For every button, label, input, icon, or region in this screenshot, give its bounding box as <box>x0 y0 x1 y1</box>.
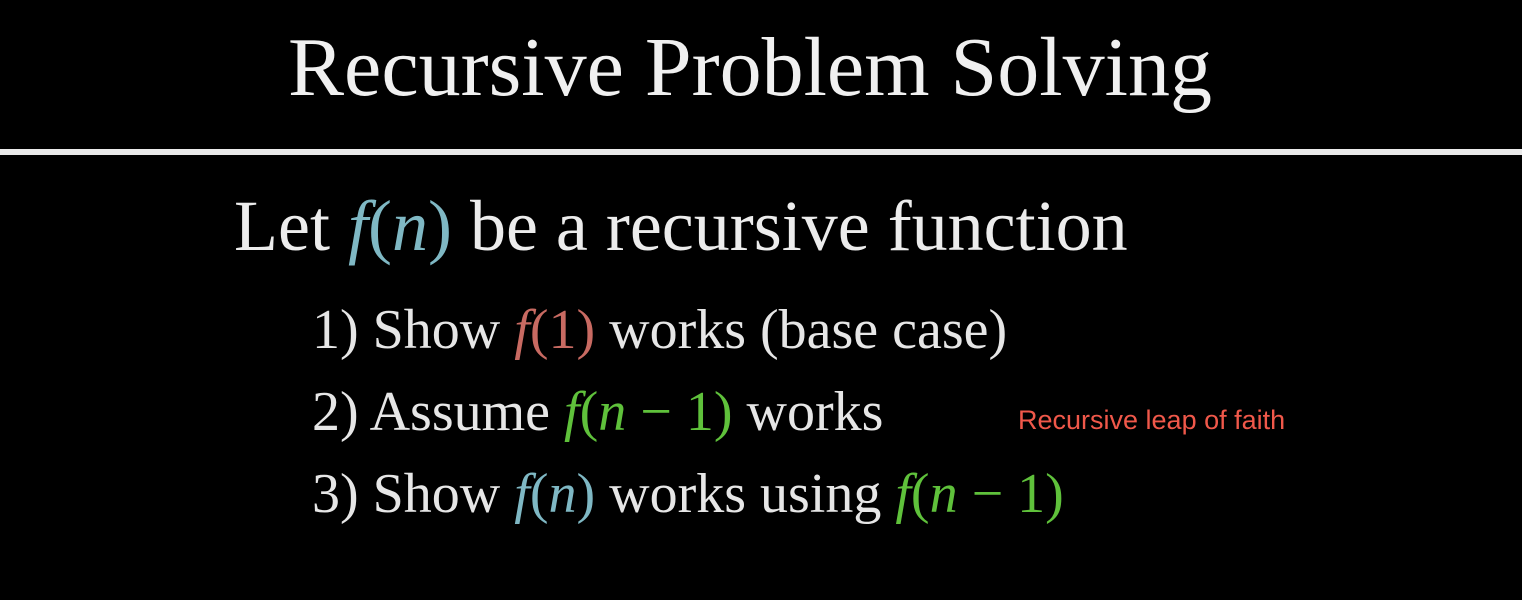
step-2-math: f(n − 1) <box>564 381 733 443</box>
step-3-verb: Show <box>372 463 501 525</box>
intro-suffix: be a recursive function <box>469 186 1128 266</box>
step-3-math-2: f(n − 1) <box>895 463 1064 525</box>
title-divider <box>0 149 1522 155</box>
step-2-number: 2) <box>312 381 359 443</box>
step-1 <box>312 298 1007 362</box>
step-1-verb: Show <box>372 299 501 361</box>
slide-title: Recursive Problem Solving <box>288 21 1212 114</box>
step-3-middle: works using <box>609 463 882 525</box>
step-1-suffix: works (base case) <box>609 299 1008 361</box>
step-1-number: 1) <box>312 299 359 361</box>
step-2-suffix: works <box>746 381 884 443</box>
intro-line <box>234 186 1128 266</box>
step-1-math: f(1) <box>514 299 596 361</box>
step-2-verb: Assume <box>369 381 551 443</box>
leap-of-faith-annotation: Recursive leap of faith <box>1018 405 1286 435</box>
step-3 <box>312 462 1064 526</box>
step-2 <box>312 380 883 444</box>
step-3-number: 3) <box>312 463 359 525</box>
step-3-math: f(n) <box>514 463 596 525</box>
intro-prefix: Let <box>234 186 330 266</box>
intro-math-fn: f(n) <box>347 186 452 266</box>
